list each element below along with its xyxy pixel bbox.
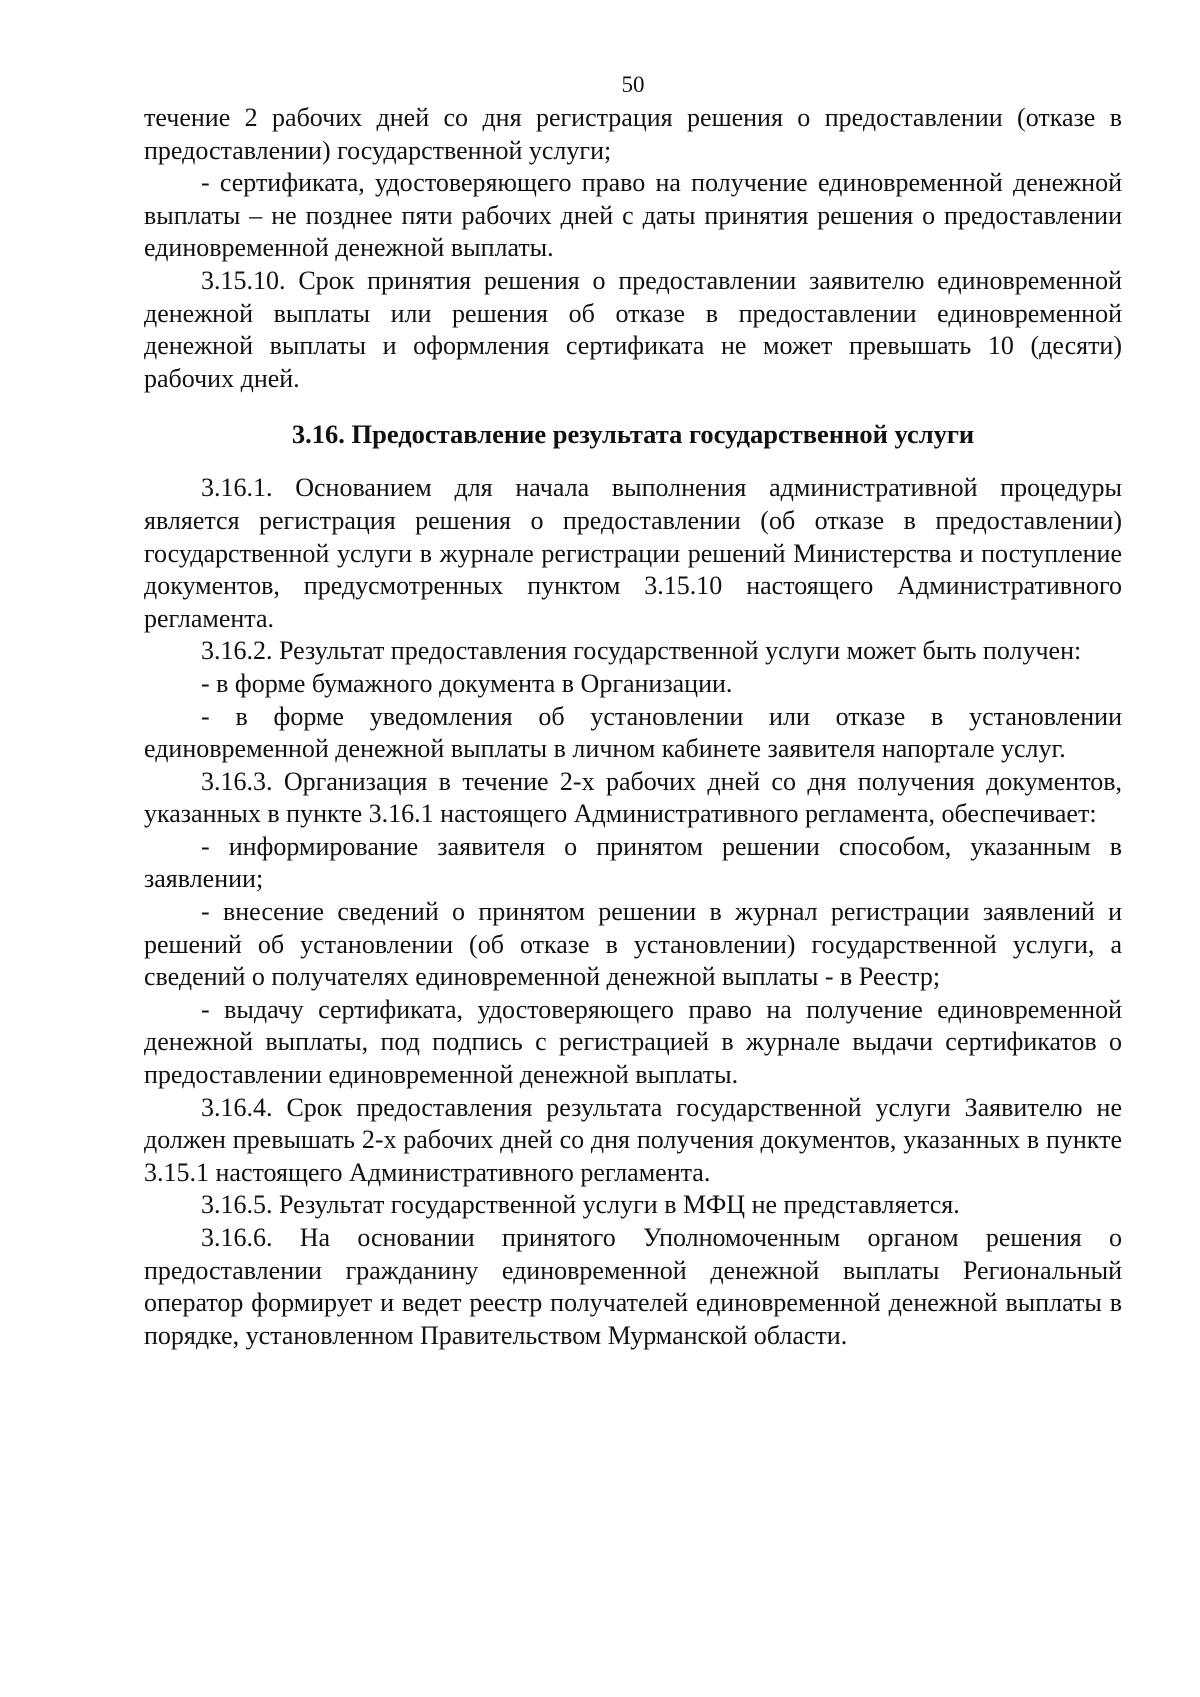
section-heading: 3.16. Предоставление результата государственной услуги [291,419,975,450]
list-item-paper-document: - в форме бумажного документа в Организации. [201,668,733,698]
paragraph-3-16-5: 3.16.5. Результат государственной услуги в МФЦ не представляется. [201,1190,960,1220]
paragraph-continuation: течение 2 рабочих дней со дня регистрация решения о предоставлении (отказе в предоставлении) государственной услуги; [144,103,1122,165]
paragraph-3-16-3: 3.16.3. Организация в течение 2-х рабочих дней со дня получения документов, указанных в пункте 3.16.1 настоящего Административного регламента, обеспечивает: [144,766,1122,829]
list-item-notification: - в форме уведомления об установлении или отказе в установлении единовременной денежной выплаты в личном кабинете заявителя напортале услуг. [144,701,1122,764]
paragraph-3-16-6: 3.16.6. На основании принятого Уполномоченным органом решения о предоставлении гражданину единовременной денежной выплаты Региональный оператор формирует и ведет реестр получателей единовременной денежной выплаты в порядке, установленном Правительством Мурманской области. [144,1223,1122,1350]
document-page [144,70,1122,1352]
paragraph-3-16-4: 3.16.4. Срок предоставления результата государственной услуги Заявителю не должен превышать 2-х рабочих дней со дня получения документов, указанных в пункте 3.15.1 настоящего Административного регламента. [144,1092,1122,1187]
paragraph-certificate-deadline: - сертификата, удостоверяющего право на получение единовременной денежной выплаты – не позднее пяти рабочих дней с даты принятия решения о предоставлении единовременной денежной выплаты. [144,168,1122,263]
list-item-journal-entry: - внесение сведений о принятом решении в журнал регистрации заявлений и решений об установлении (об отказе в установлении) государственной услуги, а сведений о получателях единовременной денежной выплаты - в Реестр; [144,897,1122,992]
paragraph-3-15-10: 3.15.10. Срок принятия решения о предоставлении заявителю единовременной денежной выплаты или решения об отказе в предоставлении единовременной денежной выплаты и оформления сертификата не может превышать 10 (десяти) рабочих дней. [144,265,1122,393]
page-number: 50 [621,72,645,97]
paragraph-3-16-1: 3.16.1. Основанием для начала выполнения административной процедуры является регистрация решения о предоставлении (об отказе в предоставлении) государственной услуги в журнале регистрации решений Министерства и поступление документов, предусмотренных пунктом 3.15.10 настоящего Административного регламента. [144,473,1122,633]
list-item-informing: - информирование заявителя о принятом решении способом, указанным в заявлении; [144,831,1122,894]
paragraph-3-16-2: 3.16.2. Результат предоставления государственной услуги может быть получен: [201,636,1082,666]
list-item-certificate-issue: - выдачу сертификата, удостоверяющего право на получение единовременной денежной выплаты, под подпись с регистрацией в журнале выдачи сертификатов о предоставлении единовременной денежной выплаты. [144,994,1122,1090]
